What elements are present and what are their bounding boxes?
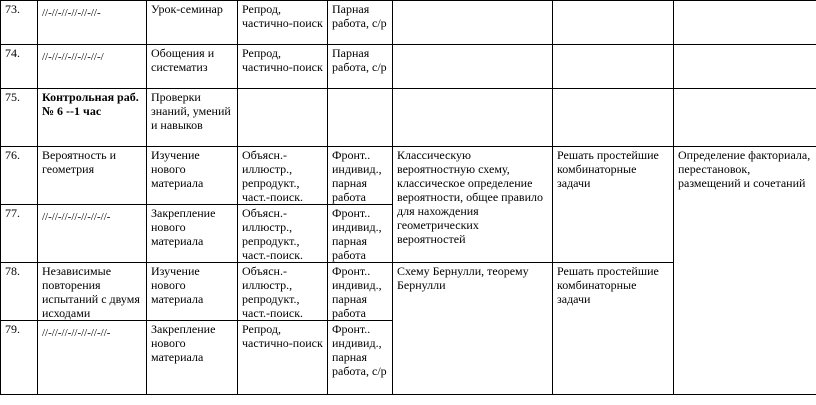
work-form: Парная работа, с/р: [328, 1, 393, 45]
work-form: Фронт.. индивид., парная работа, с/р: [328, 321, 393, 395]
teaching-method: Объясн.-иллюстр., репродукт., част.-поиск.: [238, 205, 328, 263]
empty-cell: [553, 45, 674, 89]
ditto-marks: //-//-//-//-//-//-/: [42, 51, 104, 63]
lesson-topic: [38, 321, 147, 395]
table-row: [1, 45, 816, 89]
table-row: [1, 147, 816, 205]
work-form: Парная работа, с/р: [328, 45, 393, 89]
work-form: Фронт.. индивид., парная работа: [328, 205, 393, 263]
empty-cell: [674, 1, 816, 45]
lesson-type: Проверки знаний, умений и навыков: [147, 89, 238, 147]
lesson-number: 79.: [1, 321, 38, 395]
lesson-type: Урок-семинар: [147, 1, 238, 45]
ditto-marks: //-//-//-//-//-//-//-: [42, 327, 111, 339]
empty-cell: [674, 89, 816, 147]
knowledge-cell: Схему Бернулли, теорему Бернулли: [393, 263, 553, 395]
extra-cell: Определение факториала, перестановок, размещений и сочетаний: [674, 147, 816, 395]
lesson-topic: Вероятность и геометрия: [38, 147, 147, 205]
teaching-method: Объясн.-иллюстр., репродукт., част.-поиск.: [238, 147, 328, 205]
lesson-type: Закрепление нового материала: [147, 205, 238, 263]
skills-cell: Решать простейшие комбинаторные задачи: [553, 263, 674, 395]
lesson-topic: [38, 45, 147, 89]
lesson-number: 73.: [1, 1, 38, 45]
empty-cell: [553, 1, 674, 45]
lesson-topic: [38, 1, 147, 45]
teaching-method: Репрод, частично-поиск: [238, 45, 328, 89]
lesson-type: Обощения и систематиз: [147, 45, 238, 89]
empty-cell: [393, 89, 553, 147]
ditto-marks: //-//-//-//-//-//-: [42, 7, 101, 19]
ditto-marks: //-//-//-//-//-//-//-: [42, 211, 111, 223]
teaching-method: Репрод, частично-поиск: [238, 1, 328, 45]
knowledge-cell: Классическую вероятностную схему, классическое определение вероятности, общее правило для нахождения геометрических вероятностей: [393, 147, 553, 263]
lesson-number: 76.: [1, 147, 38, 205]
lesson-topic: Независимые повторения испытаний с двумя исходами: [38, 263, 147, 321]
empty-cell: [393, 45, 553, 89]
lesson-number: 78.: [1, 263, 38, 321]
lesson-type: Изучение нового материала: [147, 263, 238, 321]
lesson-number: 75.: [1, 89, 38, 147]
work-form: [328, 89, 393, 147]
teaching-method: Объясн.-иллюстр., репродукт., част.-поиск.: [238, 263, 328, 321]
skills-cell: Решать простейшие комбинаторные задачи: [553, 147, 674, 263]
lesson-number: 74.: [1, 45, 38, 89]
teaching-method: [238, 89, 328, 147]
work-form: Фронт.. индивид., парная работа: [328, 263, 393, 321]
table-row: [1, 89, 816, 147]
lesson-type: Закрепление нового материала: [147, 321, 238, 395]
lesson-topic: Контрольная раб. № 6 --1 час: [38, 89, 147, 147]
lesson-topic: [38, 205, 147, 263]
work-form: Фронт.. индивид., парная работа: [328, 147, 393, 205]
lesson-number: 77.: [1, 205, 38, 263]
teaching-method: Репрод, частично-поиск: [238, 321, 328, 395]
lesson-type: Изучение нового материала: [147, 147, 238, 205]
empty-cell: [553, 89, 674, 147]
empty-cell: [674, 45, 816, 89]
table-row: [1, 1, 816, 45]
empty-cell: [393, 1, 553, 45]
